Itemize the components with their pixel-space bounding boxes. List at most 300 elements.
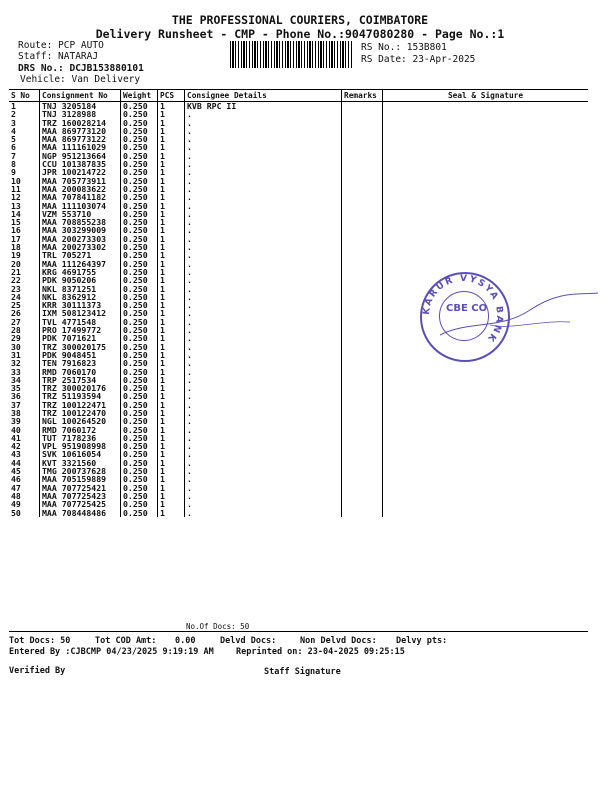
row-consignee-details: . bbox=[185, 459, 342, 467]
row-weight: 0.250 bbox=[121, 226, 158, 234]
row-weight: 0.250 bbox=[121, 442, 158, 450]
row-seal-signature bbox=[383, 260, 589, 268]
col-consignee: Consignee Details bbox=[185, 90, 342, 102]
row-sno: 37 bbox=[11, 399, 21, 410]
row-sno: 22 bbox=[11, 275, 21, 286]
row-consignment-no: TUT 7178236 bbox=[40, 434, 121, 442]
row-consignee-details: . bbox=[185, 210, 342, 218]
row-consignee-details: . bbox=[185, 326, 342, 334]
row-sno: 20 bbox=[11, 258, 21, 269]
row-weight: 0.250 bbox=[121, 119, 158, 127]
row-remarks bbox=[342, 475, 383, 483]
row-sno: 18 bbox=[11, 242, 21, 253]
row-seal-signature bbox=[383, 119, 589, 127]
row-seal-signature bbox=[383, 500, 589, 508]
row-seal-signature bbox=[383, 434, 589, 442]
row-sno: 35 bbox=[11, 383, 21, 394]
row-sno: 6 bbox=[11, 142, 16, 153]
row-weight: 0.250 bbox=[121, 392, 158, 400]
row-sno: 26 bbox=[11, 308, 21, 319]
row-weight: 0.250 bbox=[121, 309, 158, 317]
row-pcs: 1 bbox=[158, 426, 185, 434]
row-seal-signature bbox=[383, 392, 589, 400]
row-consignee-details: . bbox=[185, 168, 342, 176]
row-remarks bbox=[342, 143, 383, 151]
row-sno: 7 bbox=[11, 150, 16, 161]
row-weight: 0.250 bbox=[121, 293, 158, 301]
row-consignment-no: MAA 111161029 bbox=[40, 143, 121, 151]
row-sno: 28 bbox=[11, 325, 21, 336]
row-consignment-no: RMD 7060170 bbox=[40, 368, 121, 376]
row-remarks bbox=[342, 160, 383, 168]
row-sno: 34 bbox=[11, 374, 21, 385]
row-consignment-no: MAA 705159889 bbox=[40, 475, 121, 483]
row-weight: 0.250 bbox=[121, 260, 158, 268]
row-consignment-no: TRZ 51193594 bbox=[40, 392, 121, 400]
rs-number: RS No.: 153B801 bbox=[361, 42, 447, 53]
row-consignee-details: . bbox=[185, 475, 342, 483]
row-consignment-no: PDK 9050206 bbox=[40, 276, 121, 284]
row-remarks bbox=[342, 243, 383, 251]
row-sno: 8 bbox=[11, 159, 16, 170]
row-pcs: 1 bbox=[158, 168, 185, 176]
row-seal-signature bbox=[383, 409, 589, 417]
row-consignee-details: . bbox=[185, 127, 342, 135]
row-pcs: 1 bbox=[158, 500, 185, 508]
row-pcs: 1 bbox=[158, 442, 185, 450]
row-consignee-details: . bbox=[185, 334, 342, 342]
row-weight: 0.250 bbox=[121, 276, 158, 284]
row-weight: 0.250 bbox=[121, 152, 158, 160]
delvy-pts: Delvy pts: bbox=[396, 636, 448, 646]
col-weight: Weight bbox=[121, 90, 158, 102]
row-sno: 41 bbox=[11, 432, 21, 443]
row-consignment-no: JPR 100214722 bbox=[40, 168, 121, 176]
row-pcs: 1 bbox=[158, 409, 185, 417]
non-delvd-docs: Non Delvd Docs: bbox=[300, 636, 377, 646]
row-pcs: 1 bbox=[158, 243, 185, 251]
row-weight: 0.250 bbox=[121, 193, 158, 201]
row-consignee-details: . bbox=[185, 135, 342, 143]
tot-cod-label: Tot COD Amt: bbox=[95, 636, 157, 646]
row-consignee-details: KVB RPC II bbox=[185, 102, 342, 111]
row-sno: 36 bbox=[11, 391, 21, 402]
row-pcs: 1 bbox=[158, 226, 185, 234]
row-consignment-no: TRZ 100122470 bbox=[40, 409, 121, 417]
row-remarks bbox=[342, 500, 383, 508]
row-consignment-no: MAA 707725423 bbox=[40, 492, 121, 500]
row-remarks bbox=[342, 384, 383, 392]
row-sno: 11 bbox=[11, 183, 21, 194]
row-remarks bbox=[342, 351, 383, 359]
row-consignment-no: TRL 705271 bbox=[40, 251, 121, 259]
row-seal-signature bbox=[383, 218, 589, 226]
row-consignee-details: . bbox=[185, 392, 342, 400]
row-consignee-details: . bbox=[185, 467, 342, 475]
table-header-row bbox=[9, 90, 588, 102]
barcode-image bbox=[230, 41, 352, 68]
row-sno: 38 bbox=[11, 407, 21, 418]
row-seal-signature bbox=[383, 143, 589, 151]
row-pcs: 1 bbox=[158, 309, 185, 317]
row-consignee-details: . bbox=[185, 434, 342, 442]
row-seal-signature bbox=[383, 417, 589, 425]
route: Route: PCP AUTO bbox=[18, 40, 104, 51]
row-seal-signature bbox=[383, 193, 589, 201]
row-weight: 0.250 bbox=[121, 235, 158, 243]
row-consignment-no: TRZ 300020176 bbox=[40, 384, 121, 392]
svg-text:KARUR VYSYA BANK: KARUR VYSYA BANK bbox=[421, 273, 505, 345]
row-seal-signature bbox=[383, 251, 589, 259]
row-sno: 39 bbox=[11, 416, 21, 427]
row-remarks bbox=[342, 459, 383, 467]
row-sno: 45 bbox=[11, 466, 21, 477]
row-remarks bbox=[342, 368, 383, 376]
vehicle: Vehicle: Van Delivery bbox=[20, 74, 141, 85]
row-pcs: 1 bbox=[158, 119, 185, 127]
row-remarks bbox=[342, 226, 383, 234]
row-weight: 0.250 bbox=[121, 185, 158, 193]
row-pcs: 1 bbox=[158, 417, 185, 425]
row-weight: 0.250 bbox=[121, 434, 158, 442]
row-pcs: 1 bbox=[158, 459, 185, 467]
row-seal-signature bbox=[383, 202, 589, 210]
row-remarks bbox=[342, 484, 383, 492]
row-weight: 0.250 bbox=[121, 143, 158, 151]
row-consignee-details: . bbox=[185, 251, 342, 259]
row-remarks bbox=[342, 260, 383, 268]
stamp-center-text: CBE CO bbox=[446, 303, 488, 314]
row-weight: 0.250 bbox=[121, 285, 158, 293]
row-sno: 49 bbox=[11, 499, 21, 510]
row-sno: 4 bbox=[11, 125, 16, 136]
row-pcs: 1 bbox=[158, 177, 185, 185]
row-seal-signature bbox=[383, 185, 589, 193]
row-consignment-no: TRZ 300020175 bbox=[40, 343, 121, 351]
row-consignee-details: . bbox=[185, 185, 342, 193]
row-consignment-no: KVT 3321560 bbox=[40, 459, 121, 467]
staff: Staff: NATARAJ bbox=[18, 51, 99, 62]
row-seal-signature bbox=[383, 160, 589, 168]
row-pcs: 1 bbox=[158, 351, 185, 359]
row-seal-signature bbox=[383, 226, 589, 234]
row-remarks bbox=[342, 326, 383, 334]
row-sno: 3 bbox=[11, 117, 16, 128]
row-pcs: 1 bbox=[158, 218, 185, 226]
row-pcs: 1 bbox=[158, 293, 185, 301]
row-consignee-details: . bbox=[185, 484, 342, 492]
row-remarks bbox=[342, 467, 383, 475]
row-consignment-no: PDK 9048451 bbox=[40, 351, 121, 359]
row-sno: 32 bbox=[11, 358, 21, 369]
row-seal-signature bbox=[383, 359, 589, 367]
row-remarks bbox=[342, 127, 383, 135]
row-remarks bbox=[342, 376, 383, 384]
row-sno: 13 bbox=[11, 200, 21, 211]
row-seal-signature bbox=[383, 401, 589, 409]
delvd-docs: Delvd Docs: bbox=[220, 636, 277, 646]
verified-by: Verified By bbox=[9, 666, 66, 676]
row-weight: 0.250 bbox=[121, 334, 158, 342]
row-sno: 14 bbox=[11, 208, 21, 219]
row-seal-signature bbox=[383, 509, 589, 517]
row-consignee-details: . bbox=[185, 260, 342, 268]
row-pcs: 1 bbox=[158, 434, 185, 442]
row-remarks bbox=[342, 218, 383, 226]
row-consignment-no: MAA 111103074 bbox=[40, 202, 121, 210]
row-consignment-no: TEN 7916823 bbox=[40, 359, 121, 367]
row-seal-signature bbox=[383, 442, 589, 450]
row-remarks bbox=[342, 177, 383, 185]
row-seal-signature bbox=[383, 376, 589, 384]
row-weight: 0.250 bbox=[121, 326, 158, 334]
staff-signature: Staff Signature bbox=[264, 667, 341, 677]
row-consignee-details: . bbox=[185, 226, 342, 234]
row-weight: 0.250 bbox=[121, 168, 158, 176]
row-consignee-details: . bbox=[185, 202, 342, 210]
row-weight: 0.250 bbox=[121, 426, 158, 434]
row-pcs: 1 bbox=[158, 484, 185, 492]
row-pcs: 1 bbox=[158, 143, 185, 151]
row-weight: 0.250 bbox=[121, 384, 158, 392]
row-weight: 0.250 bbox=[121, 401, 158, 409]
row-consignment-no: TNJ 3128988 bbox=[40, 110, 121, 118]
col-pcs: PCS bbox=[158, 90, 185, 102]
row-consignment-no: MAA 200083622 bbox=[40, 185, 121, 193]
row-remarks bbox=[342, 185, 383, 193]
row-consignment-no: TVL 4771548 bbox=[40, 318, 121, 326]
row-consignment-no: NGP 951213664 bbox=[40, 152, 121, 160]
row-consignee-details: . bbox=[185, 143, 342, 151]
row-pcs: 1 bbox=[158, 235, 185, 243]
row-consignee-details: . bbox=[185, 193, 342, 201]
row-consignee-details: . bbox=[185, 177, 342, 185]
row-weight: 0.250 bbox=[121, 218, 158, 226]
row-consignment-no: CCU 101387835 bbox=[40, 160, 121, 168]
row-seal-signature bbox=[383, 484, 589, 492]
row-weight: 0.250 bbox=[121, 459, 158, 467]
row-pcs: 1 bbox=[158, 276, 185, 284]
row-consignment-no: TNJ 3205184 bbox=[40, 102, 121, 111]
row-consignee-details: . bbox=[185, 509, 342, 517]
row-consignment-no: MAA 705773911 bbox=[40, 177, 121, 185]
row-pcs: 1 bbox=[158, 251, 185, 259]
row-remarks bbox=[342, 359, 383, 367]
row-consignment-no: NKL 8362912 bbox=[40, 293, 121, 301]
row-consignee-details: . bbox=[185, 359, 342, 367]
row-remarks bbox=[342, 392, 383, 400]
row-consignee-details: . bbox=[185, 500, 342, 508]
row-seal-signature bbox=[383, 450, 589, 458]
row-seal-signature bbox=[383, 459, 589, 467]
row-consignee-details: . bbox=[185, 293, 342, 301]
row-consignee-details: . bbox=[185, 401, 342, 409]
row-pcs: 1 bbox=[158, 185, 185, 193]
row-consignment-no: MAA 200273302 bbox=[40, 243, 121, 251]
row-consignment-no: IXM 508123412 bbox=[40, 309, 121, 317]
row-seal-signature bbox=[383, 243, 589, 251]
row-seal-signature bbox=[383, 492, 589, 500]
col-consignment: Consignment No bbox=[40, 90, 121, 102]
row-consignment-no: MAA 707725425 bbox=[40, 500, 121, 508]
row-sno: 5 bbox=[11, 134, 16, 145]
row-pcs: 1 bbox=[158, 301, 185, 309]
row-sno: 23 bbox=[11, 283, 21, 294]
row-consignment-no: KRG 4691755 bbox=[40, 268, 121, 276]
row-pcs: 1 bbox=[158, 509, 185, 517]
row-seal-signature bbox=[383, 102, 589, 111]
entered-by: Entered By :CJBCMP 04/23/2025 9:19:19 AM bbox=[9, 647, 214, 657]
row-sno: 43 bbox=[11, 449, 21, 460]
row-remarks bbox=[342, 309, 383, 317]
row-pcs: 1 bbox=[158, 127, 185, 135]
col-sno: S No bbox=[9, 90, 40, 102]
row-remarks bbox=[342, 492, 383, 500]
row-sno: 33 bbox=[11, 366, 21, 377]
no-of-docs: No.Of Docs: 50 bbox=[186, 622, 250, 631]
row-sno: 9 bbox=[11, 167, 16, 178]
runsheet-subtitle: Delivery Runsheet - CMP - Phone No.:9047080280 - Page No.:1 bbox=[95, 27, 505, 41]
row-consignee-details: . bbox=[185, 442, 342, 450]
row-consignee-details: . bbox=[185, 492, 342, 500]
row-weight: 0.250 bbox=[121, 202, 158, 210]
row-weight: 0.250 bbox=[121, 318, 158, 326]
row-pcs: 1 bbox=[158, 392, 185, 400]
row-consignment-no: NGL 100264520 bbox=[40, 417, 121, 425]
row-consignment-no: MAA 869773122 bbox=[40, 135, 121, 143]
row-remarks bbox=[342, 202, 383, 210]
row-weight: 0.250 bbox=[121, 135, 158, 143]
row-consignee-details: . bbox=[185, 376, 342, 384]
row-consignment-no: TRP 2517534 bbox=[40, 376, 121, 384]
row-sno: 12 bbox=[11, 192, 21, 203]
row-pcs: 1 bbox=[158, 202, 185, 210]
row-pcs: 1 bbox=[158, 475, 185, 483]
reprinted-on: Reprinted on: 23-04-2025 09:25:15 bbox=[236, 647, 405, 657]
row-remarks bbox=[342, 318, 383, 326]
rs-date: RS Date: 23-Apr-2025 bbox=[361, 54, 476, 65]
row-remarks bbox=[342, 417, 383, 425]
row-weight: 0.250 bbox=[121, 409, 158, 417]
row-consignment-no: MAA 707841182 bbox=[40, 193, 121, 201]
row-pcs: 1 bbox=[158, 260, 185, 268]
row-sno: 42 bbox=[11, 441, 21, 452]
row-consignee-details: . bbox=[185, 309, 342, 317]
row-consignee-details: . bbox=[185, 318, 342, 326]
row-pcs: 1 bbox=[158, 334, 185, 342]
signature-scribble bbox=[430, 290, 600, 350]
row-weight: 0.250 bbox=[121, 127, 158, 135]
row-consignee-details: . bbox=[185, 368, 342, 376]
row-sno: 47 bbox=[11, 482, 21, 493]
row-seal-signature bbox=[383, 426, 589, 434]
row-sno: 50 bbox=[11, 507, 21, 518]
row-remarks bbox=[342, 251, 383, 259]
row-pcs: 1 bbox=[158, 492, 185, 500]
row-remarks bbox=[342, 301, 383, 309]
row-sno: 40 bbox=[11, 424, 21, 435]
row-consignee-details: . bbox=[185, 110, 342, 118]
row-seal-signature bbox=[383, 110, 589, 118]
row-remarks bbox=[342, 102, 383, 111]
row-consignment-no: PRO 17499772 bbox=[40, 326, 121, 334]
row-remarks bbox=[342, 442, 383, 450]
row-consignment-no: SVK 10616054 bbox=[40, 450, 121, 458]
table-row bbox=[9, 509, 588, 517]
row-sno: 17 bbox=[11, 233, 21, 244]
row-consignee-details: . bbox=[185, 160, 342, 168]
footer-divider bbox=[9, 631, 588, 632]
row-consignee-details: . bbox=[185, 343, 342, 351]
drs-number: DRS No.: DCJB153880101 bbox=[18, 63, 144, 74]
row-consignee-details: . bbox=[185, 301, 342, 309]
table-row bbox=[9, 243, 588, 251]
row-seal-signature bbox=[383, 177, 589, 185]
row-weight: 0.250 bbox=[121, 301, 158, 309]
row-seal-signature bbox=[383, 210, 589, 218]
row-consignee-details: . bbox=[185, 218, 342, 226]
row-consignment-no: MAA 708448486 bbox=[40, 509, 121, 517]
row-weight: 0.250 bbox=[121, 368, 158, 376]
row-pcs: 1 bbox=[158, 359, 185, 367]
row-weight: 0.250 bbox=[121, 243, 158, 251]
row-seal-signature bbox=[383, 475, 589, 483]
row-consignee-details: . bbox=[185, 119, 342, 127]
row-consignment-no: VPL 951908998 bbox=[40, 442, 121, 450]
row-remarks bbox=[342, 119, 383, 127]
row-weight: 0.250 bbox=[121, 210, 158, 218]
row-remarks bbox=[342, 193, 383, 201]
row-consignment-no: PDK 7071621 bbox=[40, 334, 121, 342]
row-pcs: 1 bbox=[158, 384, 185, 392]
row-seal-signature bbox=[383, 152, 589, 160]
row-remarks bbox=[342, 276, 383, 284]
table-row bbox=[9, 202, 588, 210]
row-consignment-no: NKL 8371251 bbox=[40, 285, 121, 293]
row-sno: 29 bbox=[11, 333, 21, 344]
row-weight: 0.250 bbox=[121, 160, 158, 168]
row-sno: 21 bbox=[11, 266, 21, 277]
row-pcs: 1 bbox=[158, 110, 185, 118]
row-weight: 0.250 bbox=[121, 467, 158, 475]
company-title: THE PROFESSIONAL COURIERS, COIMBATORE bbox=[171, 13, 429, 27]
row-consignment-no: VZM 553710 bbox=[40, 210, 121, 218]
row-consignment-no: RMD 7060172 bbox=[40, 426, 121, 434]
row-remarks bbox=[342, 293, 383, 301]
row-weight: 0.250 bbox=[121, 359, 158, 367]
row-remarks bbox=[342, 135, 383, 143]
row-sno: 44 bbox=[11, 457, 21, 468]
row-sno: 16 bbox=[11, 225, 21, 236]
row-seal-signature bbox=[383, 135, 589, 143]
row-weight: 0.250 bbox=[121, 351, 158, 359]
row-consignment-no: KRR 30111373 bbox=[40, 301, 121, 309]
row-seal-signature bbox=[383, 168, 589, 176]
row-consignee-details: . bbox=[185, 152, 342, 160]
row-consignee-details: . bbox=[185, 285, 342, 293]
row-consignment-no: MAA 303299009 bbox=[40, 226, 121, 234]
row-weight: 0.250 bbox=[121, 376, 158, 384]
col-seal-signature: Seal & Signature bbox=[383, 90, 589, 102]
row-pcs: 1 bbox=[158, 343, 185, 351]
row-sno: 46 bbox=[11, 474, 21, 485]
row-consignee-details: . bbox=[185, 417, 342, 425]
row-consignee-details: . bbox=[185, 384, 342, 392]
row-sno: 2 bbox=[11, 109, 16, 120]
row-remarks bbox=[342, 210, 383, 218]
row-sno: 10 bbox=[11, 175, 21, 186]
row-remarks bbox=[342, 110, 383, 118]
